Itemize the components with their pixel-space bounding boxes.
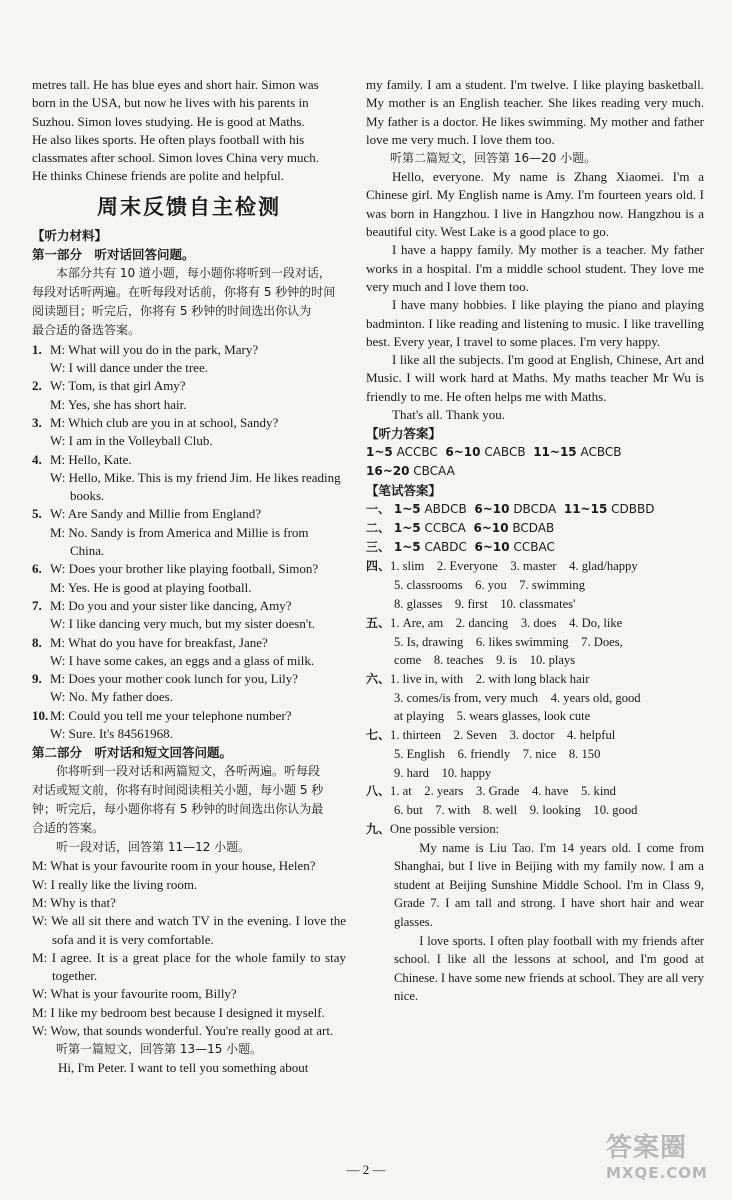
part1-instructions [32, 264, 346, 340]
passage2-intro: 听第二篇短文，回答第 16—20 小题。 [390, 151, 597, 166]
answer-key: CCBCA [424, 521, 466, 536]
answer-line: 1. slim 2. Everyone 3. master 4. glad/happy [390, 559, 638, 574]
watermark-url: MXQE.COM [606, 1164, 708, 1182]
dialogue-line: M: Yes. He is good at playing football. [50, 579, 252, 595]
item-number: 4. [32, 451, 42, 467]
dialogue-item [32, 505, 346, 560]
dialogue-line: M: Do you and your sister like dancing, Amy? [50, 597, 292, 613]
dialogue-line: M: I agree. It is a great place for the whole family to stay together. [32, 949, 346, 984]
dialogue-item [32, 670, 346, 707]
answer-line: at playing 5. wears glasses, look cute [394, 709, 591, 724]
answer-line: 1. live in, with 2. with long black hair [390, 671, 590, 686]
dialogue-line: W: Wow, that sounds wonderful. You're really good at art. [32, 1022, 334, 1038]
dialogue-line: W: We all sit there and watch TV in the evening. I love the sofa and it is very comfortable. [32, 913, 346, 947]
answer-section-5 [366, 614, 704, 670]
answer-range: 1~5 [393, 521, 421, 536]
answer-line: come 8. teaches 9. is 10. plays [394, 653, 576, 668]
dialogue-item [32, 451, 346, 506]
listening-material-label: 【听力材料】 [32, 227, 108, 243]
answer-range: 6~10 [473, 521, 509, 536]
text-line: 你将听到一段对话和两篇短文，各听两遍。听每段 [56, 764, 321, 779]
answer-line: 3. comes/is from, very much 4. years old, good [394, 690, 641, 705]
section-label: 四、 [366, 559, 391, 574]
passage-paragraph: I have many hobbies. I like playing the piano and playing badminton. I like reading and listening to music. I like travelling best. Every year, I travel to some places. I'm very happy. [366, 297, 704, 349]
answer-key: BCDAB [512, 521, 555, 536]
intro-paragraph [32, 76, 346, 186]
dialogue-item [32, 414, 346, 451]
answer-section-6 [366, 670, 704, 726]
long-dialogue [32, 857, 346, 1040]
dialogue-item [32, 707, 346, 744]
answer-key: CCBAC [513, 540, 555, 555]
dialogue-line: M: What is your favourite room in your house, Helen? [32, 858, 316, 874]
dialogue-line: M: I like my bedroom best because I designed it myself. [32, 1004, 325, 1020]
text-line: He also likes sports. He often plays football with his [32, 131, 305, 147]
listening-answers-label: 【听力答案】 [366, 426, 442, 442]
text-line: 钟；听完后，每小题你将有 5 秒钟的时间选出你认为最 [32, 802, 324, 817]
dialogue-line: W: I will dance under the tree. [50, 360, 208, 376]
text-line: classmates after school. Simon loves China very much. [32, 150, 320, 166]
dialogue-line: M: Yes, she has short hair. [50, 396, 187, 412]
dialogue-line: M: What do you have for breakfast, Jane? [50, 634, 268, 650]
passage-paragraph: That's all. Thank you. [392, 407, 505, 423]
answer-range: 6~10 [474, 502, 510, 517]
answer-line: 6. but 7. with 8. well 9. looking 10. good [394, 803, 638, 818]
item-number: 3. [32, 414, 42, 430]
text-line: 阅读题目；听完后，你将有 5 秒钟的时间选出你认为 [32, 303, 312, 318]
written-answers [366, 500, 704, 557]
passage1-continued: my family. I am a student. I'm twelve. I like playing basketball. My mother is an English teacher. She likes reading very much. My father is a doctor. He likes swimming. My mother and father love me very much. I love them too. [366, 77, 704, 147]
dialogue-line: M: Why is that? [32, 894, 116, 910]
essay-paragraph: My name is Liu Tao. I'm 14 years old. I come from Shanghai, but I live in Beijing with my family now. I am a student at Beijing Sunshine Middle School. I'm in Class 9, Grade 7. I am tall and strong. I have short hair and wear glasses. [394, 840, 704, 930]
dialogue-line: M: No. Sandy is from America and Millie is from China. [50, 524, 309, 559]
passage-paragraph: I have a happy family. My mother is a teacher. My father works in a hospital. I'm a middle school student. They love me very much and I love them too. [366, 242, 704, 294]
section-label: 五、 [366, 615, 391, 630]
passage1-start: Hi, I'm Peter. I want to tell you something about [58, 1060, 309, 1076]
dialogue-line: M: What will you do in the park, Mary? [50, 341, 259, 357]
item-number: 8. [32, 634, 42, 650]
answer-range: 1~5 [366, 445, 393, 460]
answer-line: 1. Are, am 2. dancing 3. does 4. Do, like [390, 615, 623, 630]
dialogue-line: M: Could you tell me your telephone number? [50, 707, 292, 723]
answer-key: ACBCB [580, 445, 622, 460]
answer-line: 8. glasses 9. first 10. classmates' [394, 596, 576, 611]
dialogue-line: W: I like dancing very much, but my sister doesn't. [50, 616, 316, 632]
answer-range: 1~5 [393, 540, 421, 555]
answer-line: 9. hard 10. happy [394, 765, 492, 780]
answer-section-9 [366, 820, 704, 1006]
text-line: metres tall. He has blue eyes and short hair. Simon was [32, 77, 319, 92]
left-column [32, 76, 346, 1078]
text-line: He thinks Chinese friends are polite and helpful. [32, 168, 284, 184]
answer-range: 16~20 [366, 464, 410, 479]
answer-range: 6~10 [474, 540, 510, 555]
item-number: 10. [32, 707, 49, 723]
answer-line: 5. Is, drawing 6. likes swimming 7. Does, [394, 634, 623, 649]
dialogue-line: W: What is your favourite room, Billy? [32, 986, 237, 1002]
dialogue-line: W: Are Sandy and Millie from England? [50, 506, 262, 522]
section-label: 六、 [366, 671, 391, 686]
section-label: 八、 [366, 784, 391, 799]
answer-key: ABDCB [424, 502, 467, 517]
text-line: 合适的答案。 [32, 821, 105, 836]
written-answers-label: 【笔试答案】 [366, 483, 442, 499]
answer-line: 5. English 6. friendly 7. nice 8. 150 [394, 746, 601, 761]
item-number: 7. [32, 597, 42, 613]
section-heading: One possible version: [390, 821, 500, 836]
passage-paragraph: Hello, everyone. My name is Zhang Xiaomei. I'm a Chinese girl. My English name is Amy. I'm fourteen years old. I was born in Hangzhou. I live in Hangzhou now. Hangzhou is a beautiful city. West Lake is a good place to go. [366, 169, 704, 240]
text-line: 对话或短文前，你将有时间阅读相关小题，每小题 5 秒 [32, 783, 324, 798]
watermark-text: 答案圈 [606, 1133, 688, 1163]
dialogue-item [32, 341, 346, 378]
section-title: 周末反馈自主检测 [97, 194, 281, 219]
dialogue-intro: 听一段对话，回答第 11—12 小题。 [56, 840, 251, 855]
page-number: — 2 — [346, 1162, 386, 1177]
answer-key: CBCAA [413, 464, 455, 479]
passage-paragraph: I like all the subjects. I'm good at English, Chinese, Art and Music. I will work hard at Maths. My maths teacher Mr Wu is friendly to me. He often helps me with Maths. [366, 352, 704, 404]
section-label: 七、 [366, 727, 391, 742]
text-line: 每段对话听两遍。在听每段对话前，你将有 5 秒钟的时间 [32, 284, 336, 299]
listening-answers [366, 443, 704, 481]
right-column [366, 76, 704, 1006]
answer-key: ACCBC [396, 445, 438, 460]
section-label: 一、 [366, 502, 391, 517]
item-number: 5. [32, 506, 42, 522]
dialogue-list [32, 341, 346, 744]
answer-line: 1. thirteen 2. Seven 3. doctor 4. helpful [390, 727, 616, 742]
section-label: 九、 [366, 821, 391, 836]
dialogue-line: W: I am in the Volleyball Club. [50, 433, 213, 449]
essay-paragraph: I love sports. I often play football with my friends after school. I like all the lessons at school, and I'm good at Chinese. I have some new friends at school. They are all very nice. [394, 933, 704, 1004]
text-line: born in the USA, but now he lives with his parents in [32, 95, 309, 111]
answer-range: 11~15 [563, 502, 608, 517]
section-label: 三、 [366, 540, 391, 555]
answer-line: 5. classrooms 6. you 7. swimming [394, 578, 586, 593]
dialogue-item [32, 560, 346, 597]
answer-key: CDBBD [611, 502, 655, 517]
dialogue-line: W: I really like the living room. [32, 876, 198, 892]
answer-section-8 [366, 782, 704, 820]
passage1-intro: 听第一篇短文，回答第 13—15 小题。 [56, 1042, 263, 1057]
dialogue-item [32, 377, 346, 414]
answer-section-4 [366, 557, 704, 613]
text-line: Suzhou. Simon loves studying. He is good at Maths. [32, 113, 305, 129]
text-line: 最合适的备选答案。 [32, 322, 141, 337]
answer-range: 6~10 [445, 445, 481, 460]
answer-range: 11~15 [533, 445, 577, 460]
answer-range: 1~5 [393, 502, 421, 517]
text-line: 本部分共有 10 道小题，每小题你将听到一段对话， [56, 265, 331, 280]
dialogue-line: M: Does your mother cook lunch for you, Lily? [50, 671, 299, 687]
dialogue-line: W: Tom, is that girl Amy? [50, 378, 186, 394]
answer-key: CABCB [484, 445, 526, 460]
dialogue-line: M: Hello, Kate. [50, 451, 132, 467]
item-number: 9. [32, 671, 42, 687]
answer-key: DBCDA [513, 502, 557, 517]
watermark-logo [606, 1132, 718, 1188]
section-label: 二、 [366, 521, 391, 536]
answer-section-7 [366, 726, 704, 782]
item-number: 6. [32, 561, 42, 577]
dialogue-line: W: Sure. It's 84561968. [50, 726, 173, 742]
dialogue-item [32, 634, 346, 671]
item-number: 2. [32, 378, 42, 394]
dialogue-line: W: I have some cakes, an eggs and a glass of milk. [50, 652, 315, 668]
item-number: 1. [32, 341, 42, 357]
dialogue-line: W: Hello, Mike. This is my friend Jim. He likes reading books. [50, 469, 341, 504]
dialogue-line: M: Which club are you in at school, Sandy? [50, 414, 279, 430]
part2-instructions [32, 762, 346, 838]
answer-line: 1. at 2. years 3. Grade 4. have 5. kind [390, 784, 616, 799]
dialogue-line: W: No. My father does. [50, 689, 173, 705]
answer-key: CABDC [424, 540, 467, 555]
dialogue-line: W: Does your brother like playing football, Simon? [50, 561, 319, 577]
dialogue-item [32, 597, 346, 634]
part1-heading: 第一部分 听对话回答问题。 [32, 246, 195, 262]
part2-heading: 第二部分 听对话和短文回答问题。 [32, 745, 233, 761]
